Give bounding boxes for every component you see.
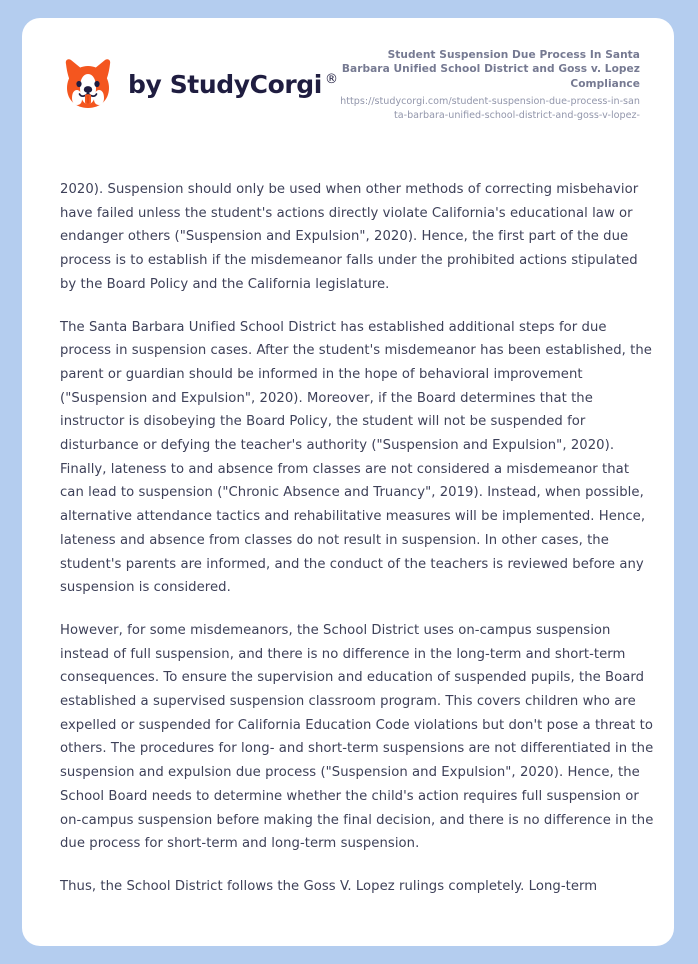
body-paragraph: The Santa Barbara Unified School District has established additional steps for due process in suspension cases. After the student's misdemeanor has been established, the parent or guardian should be informed in the hope of behavioral improvement ("Suspension and Expulsion", 2020). Moreover, if the Board determines that the instructor is disobeying the Board Policy, the student will not be suspended for disturbance or defying the teacher's authority ("Suspension and Expulsion", 2020). Finally, lateness to and absence from classes are not considered a misdemeanor that can lead to suspension ("Chronic Absence and Truancy", 2019). Instead, when possible, alternative attendance tactics and rehabilitative measures will be implemented. Hence, lateness and absence from classes do not result in suspension. In other cases, the student's parents are informed, and the conduct of the teachers is reviewed before any suspension is considered. xyxy=(60,319,652,596)
document-meta xyxy=(338,46,640,123)
body-paragraph: However, for some misdemeanors, the School District uses on-campus suspension instead of full suspension, and there is no difference in the long-term and short-term consequences. To ensure the supervision and education of suspended pupils, the Board established a supervised suspension classroom program. This covers children who are expelled or suspended for California Education Code violations but don't pose a threat to others. The procedures for long- and short-term suspensions are not differentiated in the suspension and expulsion due process ("Suspension and Expulsion", 2020). Hence, the School Board needs to determine whether the child's action requires full suspension or on-campus suspension before making the final decision, and there is no difference in the due process for short-term and long-term suspension. xyxy=(60,622,654,852)
document-body xyxy=(60,178,657,899)
document-source-url: https://studycorgi.com/student-suspension-due-process-in-santa-barbara-unified-school-district-and-goss-v-lopez- xyxy=(340,96,640,121)
corgi-mascot-icon xyxy=(60,56,116,112)
registered-trademark-icon: ® xyxy=(324,72,338,88)
body-paragraph: Thus, the School District follows the Goss V. Lopez rulings completely. Long-term xyxy=(60,878,598,894)
document-header xyxy=(22,18,674,150)
studycorgi-brand[interactable] xyxy=(60,56,338,112)
brand-name-text: by StudyCorgi xyxy=(128,69,322,99)
document-paper xyxy=(22,18,674,946)
document-title: Student Suspension Due Process In Santa Barbara Unified School District and Goss v. Lopez Compliance xyxy=(341,48,640,90)
body-paragraph: 2020). Suspension should only be used when other methods of correcting misbehavior have failed unless the student's actions directly violate California's educational law or endanger others ("Suspension and Expulsion", 2020). Hence, the first part of the due process is to establish if the misdemeanor falls under the prohibited actions stipulated by the Board Policy and the California legislature. xyxy=(60,182,639,292)
brand-wordmark xyxy=(128,70,338,99)
